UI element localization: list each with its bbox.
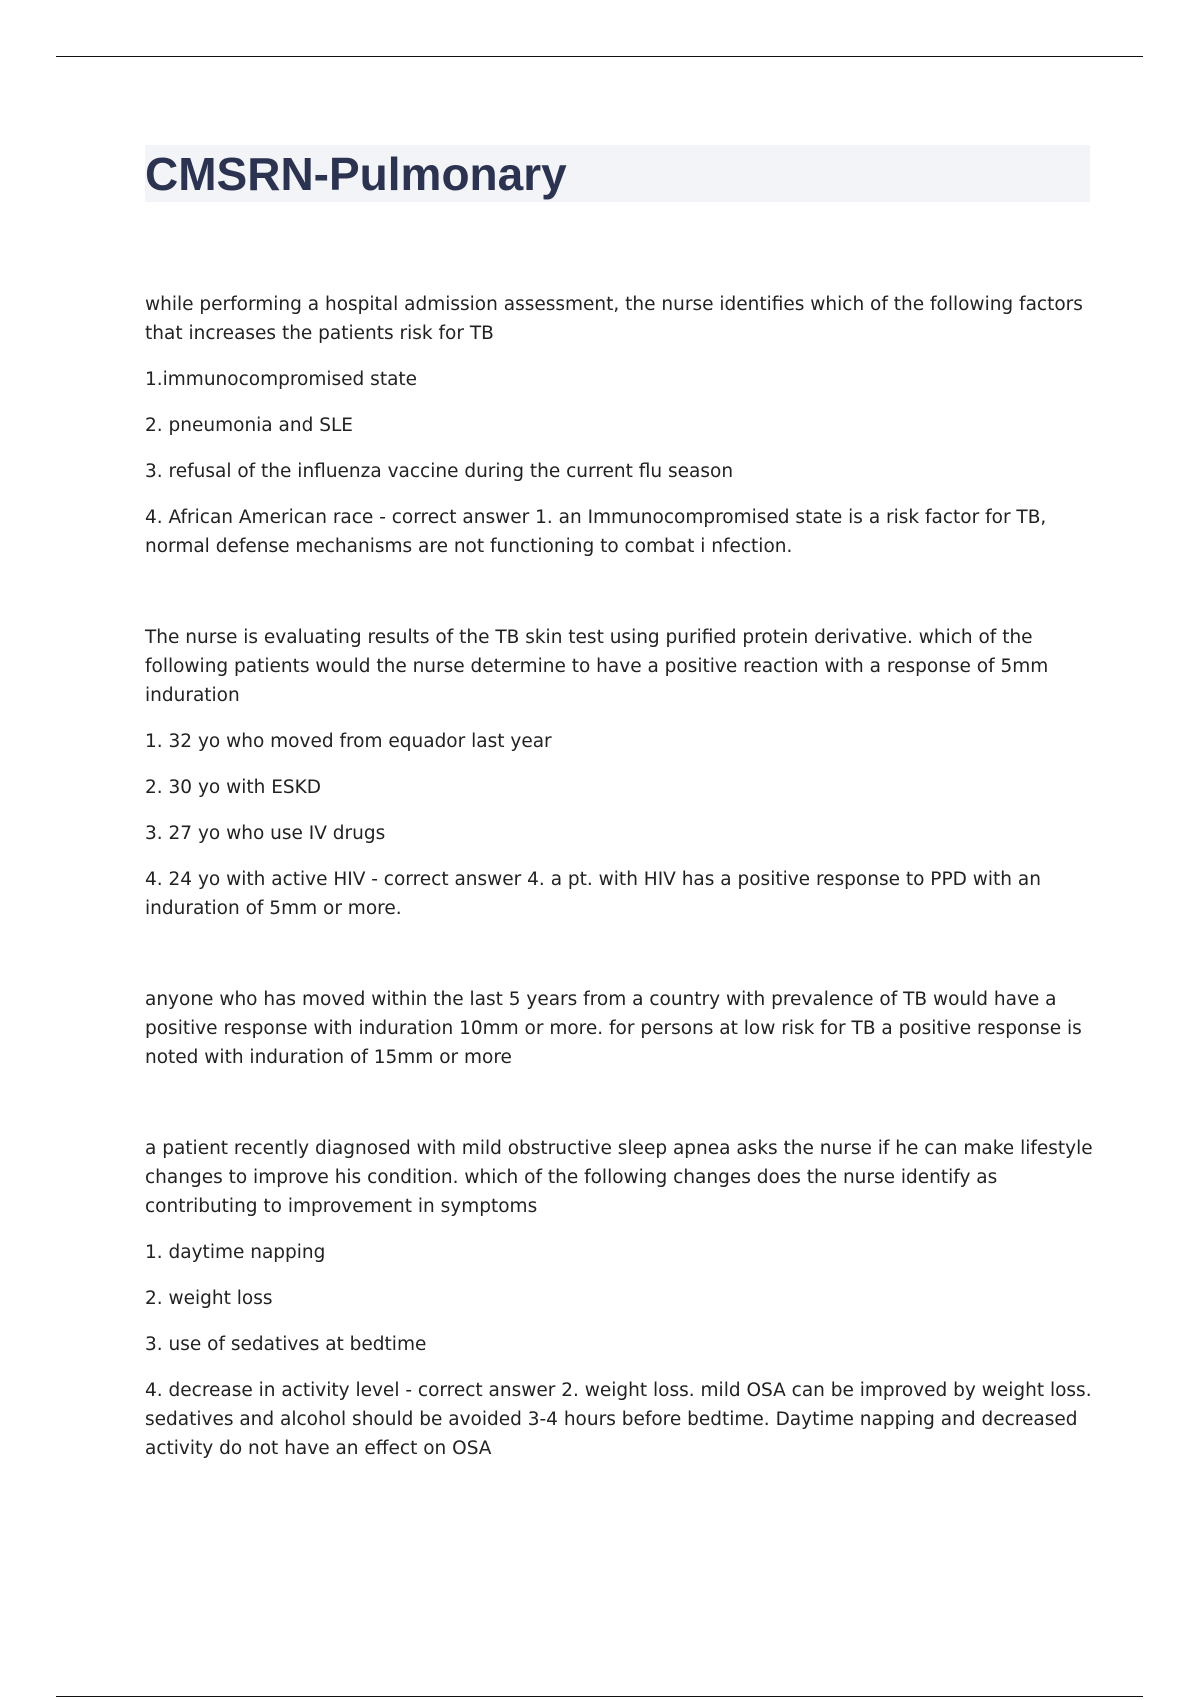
question-stem: a patient recently diagnosed with mild obstructive sleep apnea asks the nurse if he can make lifestyle changes to improve his condition. which of the following changes does the nurse identify as contributing to improvement in symptoms [145, 1138, 1093, 1217]
question-stem: The nurse is evaluating results of the TB skin test using purified protein derivative. which of the following patients would the nurse determine to have a positive reaction with a response of 5mm induration [145, 627, 1049, 706]
question-block [145, 1134, 1095, 1463]
answer-option: 2. 30 yo with ESKD [145, 777, 322, 798]
block-spacer [145, 1089, 1095, 1134]
answer-option: 3. refusal of the influenza vaccine during the current flu season [145, 461, 734, 482]
note-block [145, 985, 1095, 1072]
explanatory-note: anyone who has moved within the last 5 years from a country with prevalence of TB would have a positive response with induration 10mm or more. for persons at low risk for TB a positive response is noted with induration of 15mm or more [145, 989, 1082, 1068]
answer-option: 4. African American race - correct answer 1. an Immunocompromised state is a risk factor for TB, normal defense mechanisms are not functioning to combat i nfection. [145, 507, 1047, 557]
question-stem: while performing a hospital admission assessment, the nurse identifies which of the following factors that increases the patients risk for TB [145, 294, 1083, 344]
answer-option: 1. daytime napping [145, 1242, 326, 1263]
question-block [145, 623, 1095, 923]
bottom-rule [56, 1696, 1143, 1697]
answer-option: 3. 27 yo who use IV drugs [145, 823, 386, 844]
question-block [145, 290, 1095, 561]
answer-option: 3. use of sedatives at bedtime [145, 1334, 427, 1355]
top-rule [56, 56, 1143, 57]
answer-option: 4. 24 yo with active HIV - correct answer 4. a pt. with HIV has a positive response to PPD with an induration of 5mm or more. [145, 869, 1041, 919]
answer-option: 2. weight loss [145, 1288, 273, 1309]
answer-option: 4. decrease in activity level - correct answer 2. weight loss. mild OSA can be improved by weight loss. sedatives and alcohol should be avoided 3-4 hours before bedtime. Daytime napping and decreased activity do not have an effect on OSA [145, 1380, 1092, 1459]
answer-option: 2. pneumonia and SLE [145, 415, 353, 436]
block-spacer [145, 940, 1095, 985]
document-body [145, 290, 1095, 1480]
block-spacer [145, 578, 1095, 623]
page-title: CMSRN-Pulmonary [145, 148, 567, 200]
answer-option: 1. 32 yo who moved from equador last year [145, 731, 552, 752]
answer-option: 1.immunocompromised state [145, 369, 418, 390]
